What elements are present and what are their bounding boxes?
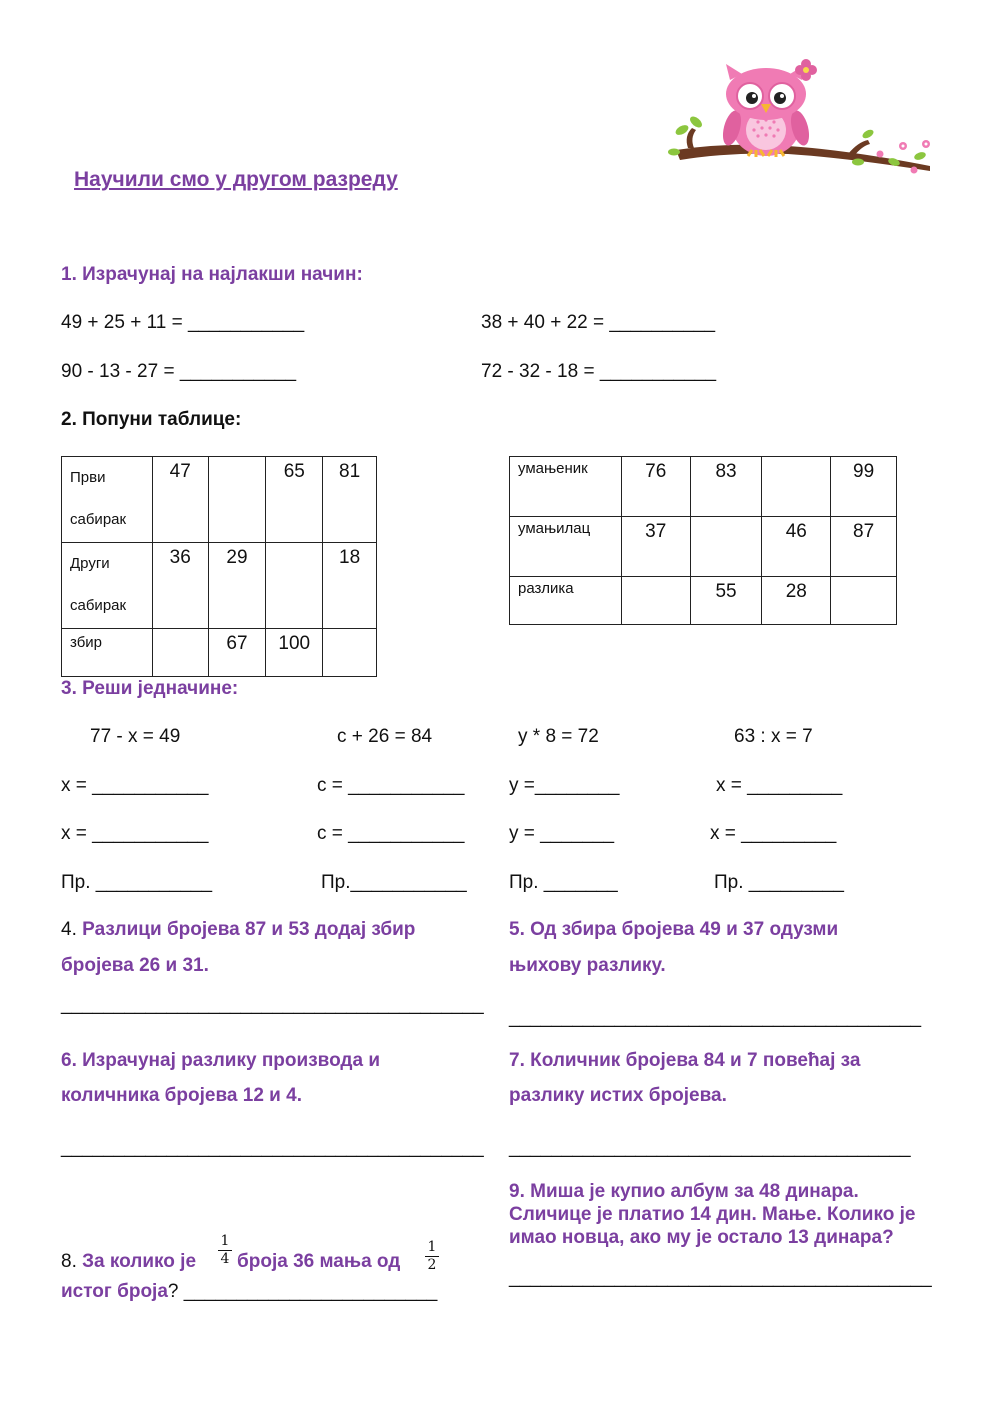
answer-line[interactable]: ________________________________________ [61,994,484,1015]
answer-line[interactable]: ________________________________________ [509,1267,932,1288]
answer-line[interactable]: y = _______ [509,823,615,844]
answer-line[interactable]: x = _________ [716,775,843,796]
answer-line[interactable]: ________________________________________ [61,1137,484,1158]
task9-text: 9. Миша је купио албум за 48 динара. [509,1181,859,1202]
table-cell[interactable] [762,457,831,517]
table-cell[interactable]: 65 [266,457,323,543]
table-cell[interactable] [831,577,897,625]
table-cell[interactable]: 29 [208,543,266,629]
equation: 77 - x = 49 [90,726,181,747]
table-row [510,457,897,517]
task2-heading: 2. Попуни таблице: [61,409,242,430]
check-line[interactable]: Пр.___________ [321,872,467,893]
table-cell[interactable]: 36 [152,543,208,629]
task5-text: 5. Од збира бројева 49 и 37 одузми [509,919,839,940]
table-cell[interactable]: 28 [762,577,831,625]
check-line[interactable]: Пр. _______ [509,872,618,893]
task8-text: 8. За колико је [61,1251,197,1272]
task1-expression: 90 - 13 - 27 = ___________ [61,361,297,382]
table-cell[interactable] [323,629,377,677]
task9-text: Сличице је платио 14 дин. Мање. Колико је [509,1204,916,1225]
row-label: умањеник [510,457,622,517]
owl-illustration [668,58,940,183]
task7-text: разлику истих бројева. [509,1085,727,1106]
row-label: збир [62,629,153,677]
row-label: умањилац [510,517,622,577]
answer-line[interactable]: _______________________________________ [509,1007,922,1028]
task6-text: 6. Израчунај разлику производа и [61,1050,381,1071]
task1-expression: 72 - 32 - 18 = ___________ [481,361,717,382]
table-cell[interactable]: 67 [208,629,266,677]
row-label: разлика [510,577,622,625]
table-cell[interactable] [621,577,690,625]
table-cell[interactable] [690,517,762,577]
table-cell[interactable]: 76 [621,457,690,517]
task6-text: количника бројева 12 и 4. [61,1085,302,1106]
task4-text: 4. Разлици бројева 87 и 53 додај збир [61,919,416,940]
answer-line[interactable]: x = ___________ [61,823,209,844]
answer-line[interactable]: ______________________________________ [509,1137,911,1158]
row-label: Први сабирак [62,457,153,543]
table-row [62,457,377,543]
table-row [510,577,897,625]
answer-line[interactable]: y =________ [509,775,620,796]
table-cell[interactable]: 100 [266,629,323,677]
equation: c + 26 = 84 [337,726,433,747]
answer-line[interactable]: c = ___________ [317,775,465,796]
table-cell[interactable]: 81 [323,457,377,543]
table-cell[interactable]: 87 [831,517,897,577]
fraction-one-half: 1 2 [425,1240,439,1273]
table-cell[interactable]: 83 [690,457,762,517]
fraction-one-quarter: 1 4 [218,1234,232,1267]
table-cell[interactable] [266,543,323,629]
task4-text: бројева 26 и 31. [61,955,209,976]
equation: 63 : x = 7 [734,726,813,747]
task7-text: 7. Количник бројева 84 и 7 повећај за [509,1050,861,1071]
table-cell[interactable]: 55 [690,577,762,625]
answer-line[interactable]: x = _________ [710,823,837,844]
equation: y * 8 = 72 [518,726,599,747]
table-cell[interactable]: 18 [323,543,377,629]
addition-table [61,456,377,677]
task1-expression: 38 + 40 + 22 = __________ [481,312,716,333]
check-line[interactable]: Пр. ___________ [61,872,213,893]
task1-heading: 1. Израчунај на најлакши начин: [61,264,363,285]
table-cell[interactable]: 37 [621,517,690,577]
task3-heading: 3. Реши једначине: [61,678,239,699]
task8-text: броја 36 мања од [237,1251,401,1272]
task1-expression: 49 + 25 + 11 = ___________ [61,312,305,333]
subtraction-table [509,456,897,625]
table-cell[interactable]: 46 [762,517,831,577]
task9-text: имао новца, ако му је остало 13 динара? [509,1227,894,1248]
task5-text: њихову разлику. [509,955,666,976]
answer-line[interactable]: c = ___________ [317,823,465,844]
page-title: Научили смо у другом разреду [74,168,398,191]
task8-text: истог броја? ________________________ [61,1281,438,1302]
table-row [62,543,377,629]
check-line[interactable]: Пр. _________ [714,872,844,893]
answer-line[interactable]: ________________________ [183,1281,438,1302]
table-cell[interactable]: 99 [831,457,897,517]
answer-line[interactable]: x = ___________ [61,775,209,796]
table-cell[interactable]: 47 [152,457,208,543]
table-cell[interactable] [152,629,208,677]
table-cell[interactable] [208,457,266,543]
table-row [62,629,377,677]
table-row [510,517,897,577]
row-label: Други сабирак [62,543,153,629]
